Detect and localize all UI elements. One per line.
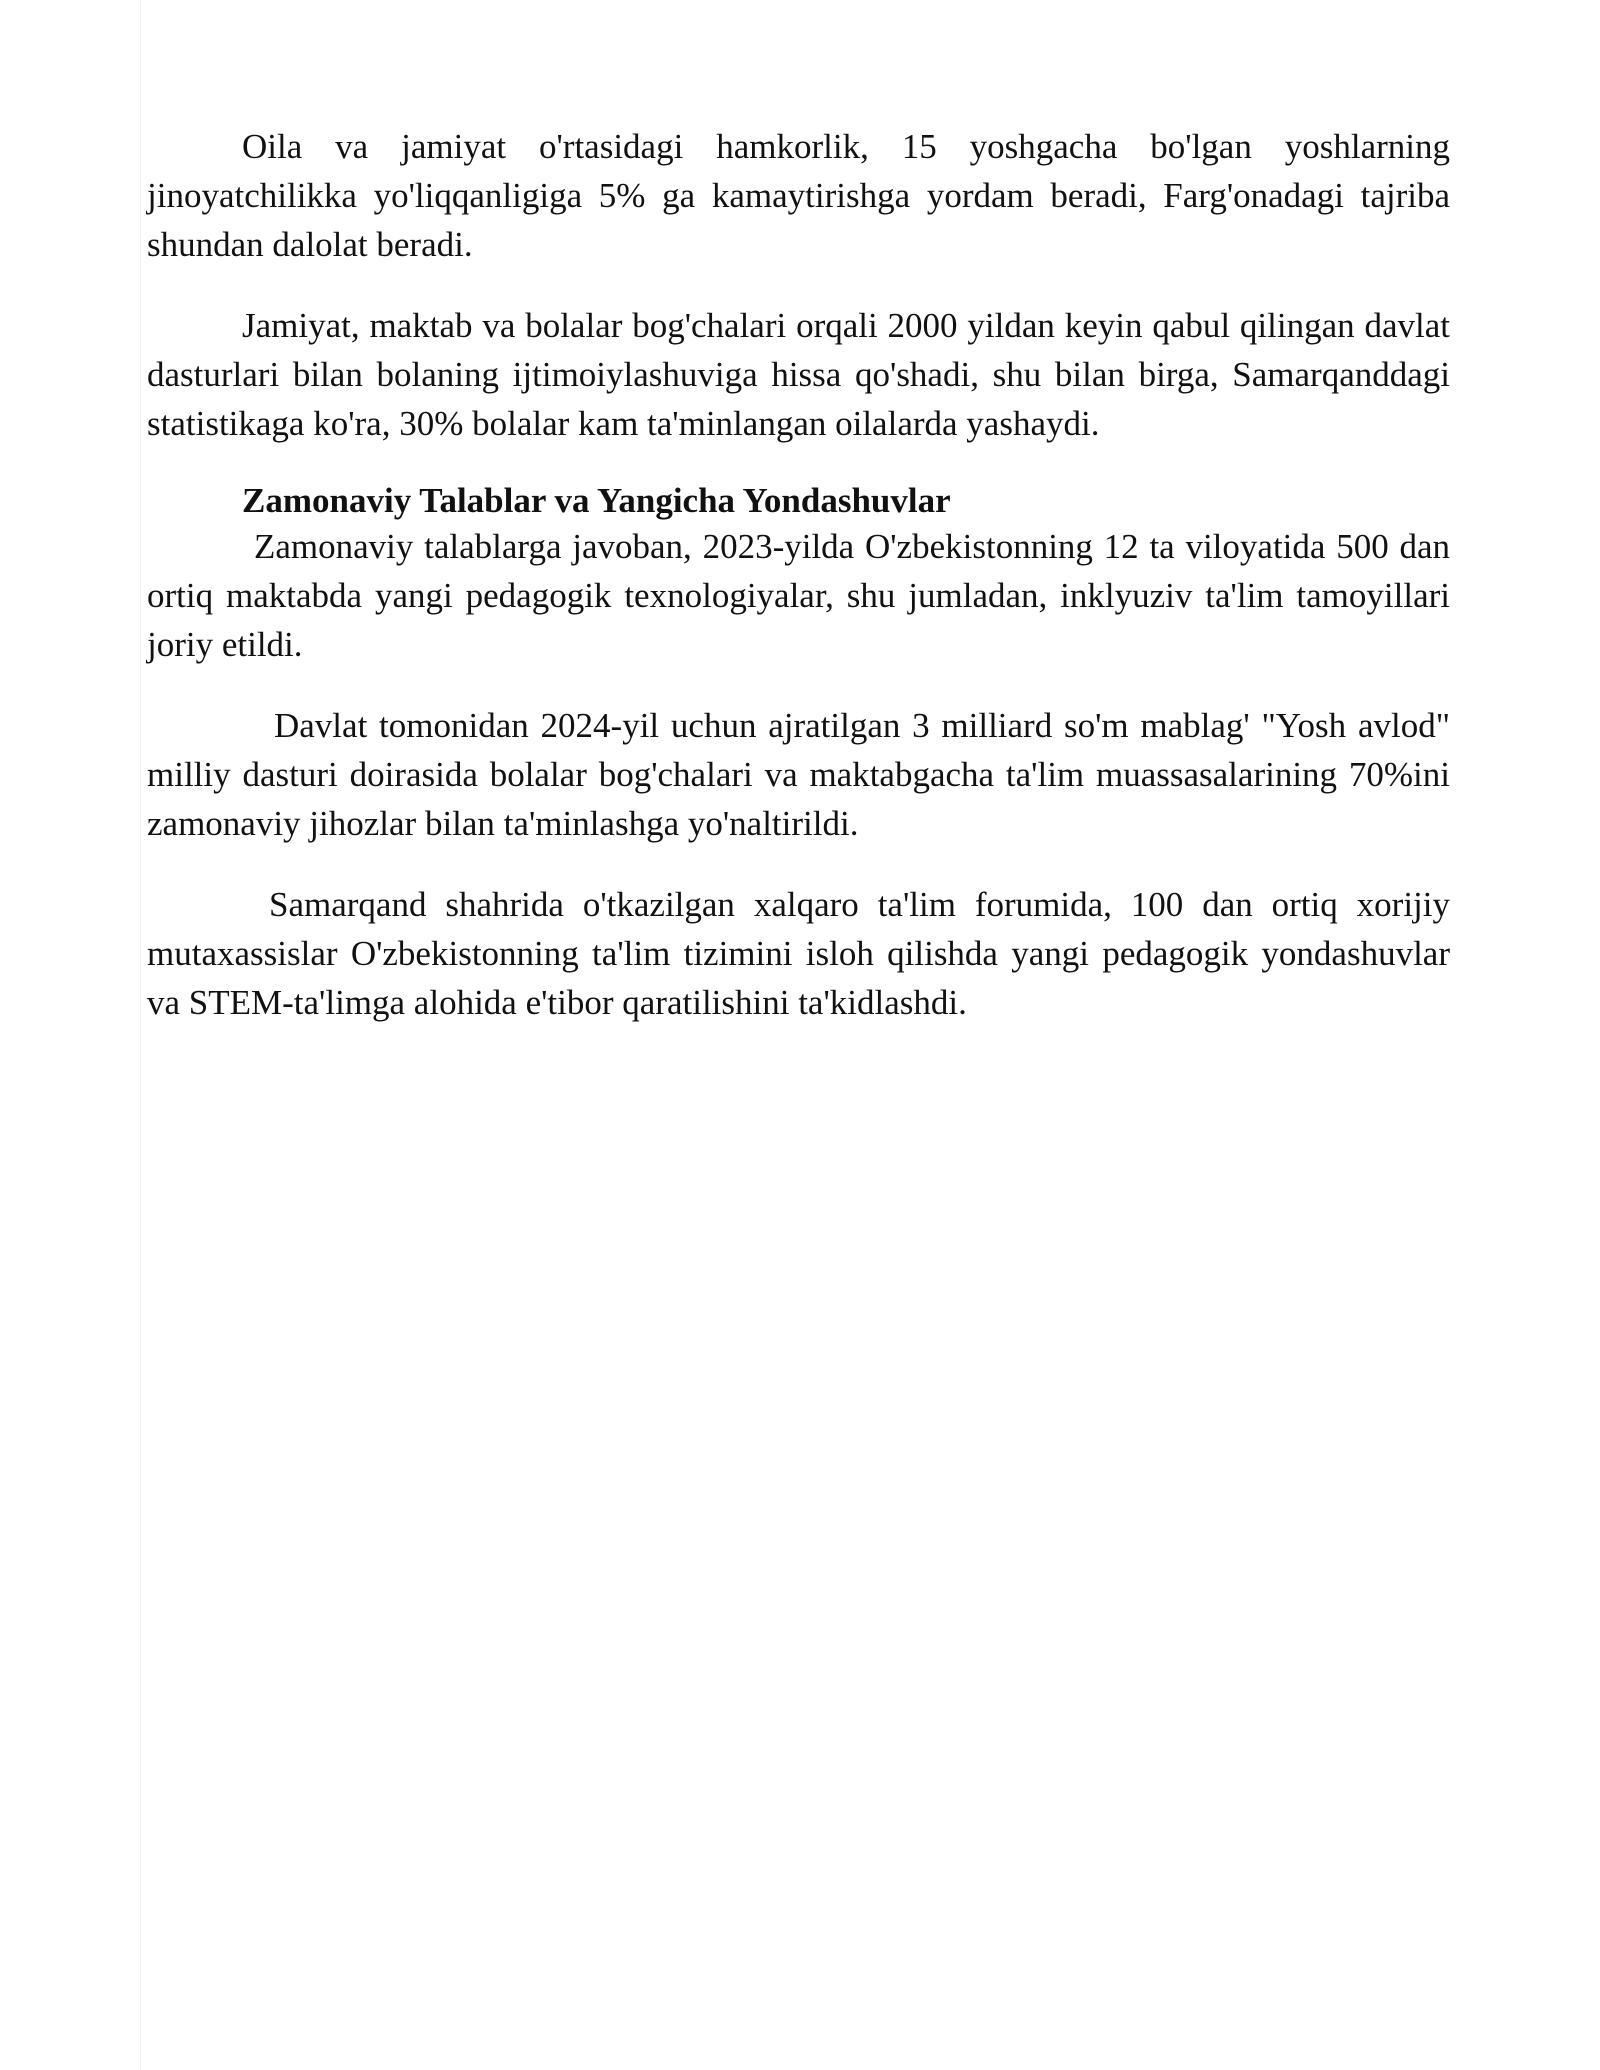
section-heading: Zamonaviy Talablar va Yangicha Yondashuvlar — [242, 481, 951, 520]
paragraph-family-cooperation: Oila va jamiyat o'rtasidagi hamkorlik, 15 yoshgacha bo'lgan yoshlarning jinoyatchilikka yo'liqqanligiga 5% ga kamaytirishga yordam beradi, Farg'onadagi tajriba shundan dalolat beradi. — [147, 127, 1450, 264]
document-body — [147, 122, 1450, 1027]
page-margin-edge — [140, 0, 141, 2070]
paragraph-education-forum: Samarqand shahrida o'tkazilgan xalqaro ta'lim forumida, 100 dan ortiq xorijiy mutaxassislar O'zbekistonning ta'lim tizimini isloh qilishda yangi pedagogik yondashuvlar va STEM-ta'limga alohida e'tibor qaratilishini ta'kidlashdi. — [147, 885, 1450, 1022]
paragraph-socialization: Jamiyat, maktab va bolalar bog'chalari orqali 2000 yildan keyin qabul qilingan davlat dasturlari bilan bolaning ijtimoiylashuviga hissa qo'shadi, shu bilan birga, Samarqanddagi statistikaga ko'ra, 30% bolalar kam ta'minlangan oilalarda yashaydi. — [147, 306, 1450, 443]
paragraph-modern-requirements: Zamonaviy talablarga javoban, 2023-yilda O'zbekistonning 12 ta viloyatida 500 dan ortiq maktabda yangi pedagogik texnologiyalar, shu jumladan, inklyuziv ta'lim tamoyillari joriy etildi. — [147, 527, 1450, 664]
paragraph-state-funding: Davlat tomonidan 2024-yil uchun ajratilgan 3 milliard so'm mablag' "Yosh avlod" milliy dasturi doirasida bolalar bog'chalari va maktabgacha ta'lim muassasalarining 70%ini zamonaviy jihozlar bilan ta'minlashga yo'naltirildi. — [147, 706, 1450, 843]
